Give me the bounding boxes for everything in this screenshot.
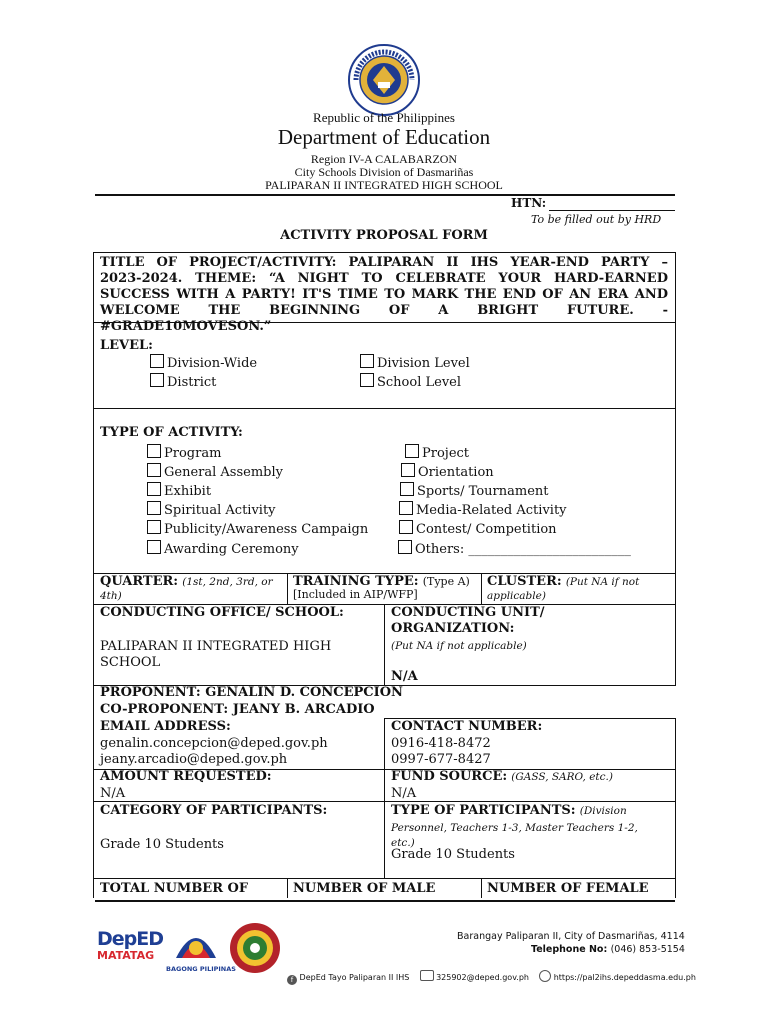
checkbox-icon[interactable] [147, 520, 161, 534]
option-label: Project [422, 446, 470, 461]
divider [384, 718, 385, 770]
type-participants-label: TYPE OF PARTICIPANTS: [391, 803, 576, 818]
level-label: LEVEL: [100, 338, 153, 353]
divider [93, 685, 94, 719]
category-participants-value[interactable]: Grade 10 Students [100, 837, 224, 852]
option-label: Publicity/Awareness Campaign [164, 522, 369, 537]
school-line: PALIPARAN II INTEGRATED HIGH SCHOOL [265, 178, 503, 192]
email-2[interactable]: jeany.arcadio@deped.gov.ph [100, 752, 288, 767]
type-participants-hint-3: etc.) [391, 837, 415, 849]
training-type-note: [Included in AIP/WFP] [293, 588, 418, 601]
co-proponent-line[interactable]: CO-PROPONENT: JEANY B. ARCADIO [100, 702, 375, 717]
option-label: Sports/ Tournament [417, 484, 549, 499]
category-participants-label: CATEGORY OF PARTICIPANTS: [100, 803, 328, 818]
footer-telephone [531, 944, 685, 955]
divider [481, 573, 482, 605]
option-label: Division-Wide [167, 356, 258, 371]
quarter-label: QUARTER: [100, 574, 179, 589]
quarter-cell[interactable] [100, 575, 285, 603]
option-label: School Level [377, 375, 462, 390]
fund-source-hint: (GASS, SARO, etc.) [511, 771, 613, 783]
republic-line: Republic of the Philippines [313, 110, 455, 125]
deped-logo-text: DepED [97, 928, 164, 950]
option-label: Spiritual Activity [164, 503, 276, 518]
level-option-school-level[interactable] [360, 373, 461, 390]
title-line-2: 2023-2024. THEME: “A NIGHT TO CELEBRATE YOUR HARD-EARNED [100, 271, 668, 286]
form-title: ACTIVITY PROPOSAL FORM [280, 228, 488, 243]
facebook-text[interactable]: DepEd Tayo Paliparan II IHS [299, 973, 410, 982]
title-line-1: TITLE OF PROJECT/ACTIVITY: PALIPARAN II IHS YEAR-END PARTY – [100, 255, 668, 270]
total-number-label: TOTAL NUMBER OF [100, 881, 249, 896]
deped-seal-logo [348, 44, 420, 116]
option-label: Division Level [377, 356, 470, 371]
cluster-label: CLUSTER: [487, 574, 562, 589]
type-participants-hint: (Division [579, 805, 627, 817]
bagong-pilipinas-label: BAGONG PILIPINAS [166, 965, 236, 973]
matatag-logo-text: MATATAG [97, 949, 155, 962]
option-label: Awarding Ceremony [164, 542, 299, 557]
option-label: District [167, 375, 217, 390]
fund-source-cell [391, 769, 613, 785]
division-line: City Schools Division of Dasmariñas [294, 165, 474, 179]
checkbox-icon[interactable] [401, 463, 415, 477]
footer-address: Barangay Paliparan II, City of Dasmariñas, 4114 [457, 931, 685, 942]
footer-email-text[interactable]: 325902@deped.gov.ph [436, 973, 529, 982]
bagong-pilipinas-icon [172, 924, 220, 964]
type-participants-cell [391, 803, 627, 819]
checkbox-icon[interactable] [147, 540, 161, 554]
activity-option-others[interactable] [398, 540, 631, 557]
checkbox-icon[interactable] [398, 540, 412, 554]
header-divider [95, 194, 675, 196]
male-number-label: NUMBER OF MALE [293, 881, 436, 896]
training-type-label: TRAINING TYPE: [293, 574, 419, 589]
divider [384, 769, 385, 802]
female-number-label: NUMBER OF FEMALE [487, 881, 649, 896]
activity-option-project[interactable] [405, 444, 469, 461]
quarter-hint: (1st, 2nd, 3rd, or 4th) [100, 576, 273, 602]
activity-type-label: TYPE OF ACTIVITY: [100, 425, 243, 440]
email-1[interactable]: genalin.concepcion@deped.gov.ph [100, 736, 328, 751]
conducting-office-value-1[interactable]: PALIPARAN II INTEGRATED HIGH [100, 639, 332, 654]
conducting-unit-label-1: CONDUCTING UNIT/ [391, 605, 545, 620]
level-option-district[interactable] [150, 373, 216, 390]
activity-option-program[interactable] [147, 444, 221, 461]
divider [384, 801, 385, 879]
globe-icon [539, 970, 551, 982]
divider [481, 878, 482, 898]
level-option-division-wide[interactable] [150, 354, 257, 371]
email-label: EMAIL ADDRESS: [100, 719, 231, 734]
contact-number-1[interactable]: 0916-418-8472 [391, 736, 491, 751]
contact-number-label: CONTACT NUMBER: [391, 719, 543, 734]
option-label: Contest/ Competition [416, 522, 557, 537]
amount-requested-value[interactable]: N/A [100, 786, 126, 801]
option-label: Others: _________________________ [415, 542, 631, 557]
level-option-division-level[interactable] [360, 354, 470, 371]
checkbox-icon[interactable] [400, 482, 414, 496]
title-line-3: SUCCESS WITH A PARTY! IT'S TIME TO MARK THE END OF AN ERA AND [100, 287, 668, 302]
checkbox-icon[interactable] [360, 354, 374, 368]
type-participants-hint-2: Personnel, Teachers 1-3, Master Teachers 1-2, [391, 822, 638, 834]
conducting-unit-hint: (Put NA if not applicable) [391, 640, 527, 652]
option-label: Media-Related Activity [416, 503, 567, 518]
contact-number-2[interactable]: 0997-677-8427 [391, 752, 491, 767]
email-icon [420, 970, 434, 981]
fund-source-label: FUND SOURCE: [391, 769, 508, 784]
checkbox-icon[interactable] [150, 373, 164, 387]
activity-option-publicity[interactable] [147, 520, 368, 537]
htn-label: HTN: [511, 196, 547, 210]
school-seal-icon [229, 922, 281, 974]
footer-contacts [287, 970, 696, 985]
type-participants-value[interactable]: Grade 10 Students [391, 847, 515, 862]
divider [287, 878, 288, 898]
checkbox-icon[interactable] [147, 482, 161, 496]
department-title: Department of Education [277, 125, 491, 149]
activity-option-media[interactable] [399, 501, 567, 518]
htn-note: To be filled out by HRD [531, 213, 662, 226]
activity-option-spiritual[interactable] [147, 501, 276, 518]
checkbox-icon[interactable] [399, 501, 413, 515]
training-type-cell[interactable] [293, 575, 481, 601]
fund-source-value[interactable]: N/A [391, 786, 417, 801]
conducting-office-label: CONDUCTING OFFICE/ SCHOOL: [100, 605, 344, 620]
option-label: Program [164, 446, 222, 461]
amount-requested-label: AMOUNT REQUESTED: [100, 769, 272, 784]
cluster-hint: (Put NA if not applicable) [487, 576, 640, 602]
activity-option-contest[interactable] [399, 520, 557, 537]
footer-divider [95, 900, 675, 902]
checkbox-icon[interactable] [399, 520, 413, 534]
activity-option-awarding[interactable] [147, 540, 299, 557]
conducting-unit-label-2: ORGANIZATION: [391, 621, 515, 636]
htn-field-line[interactable] [549, 210, 675, 211]
option-label: Orientation [418, 465, 494, 480]
checkbox-icon[interactable] [150, 354, 164, 368]
option-label: Exhibit [164, 484, 212, 499]
checkbox-icon[interactable] [147, 463, 161, 477]
deped-matatag-logo [97, 928, 164, 978]
divider [384, 604, 385, 686]
region-line: Region IV-A CALABARZON [310, 152, 458, 166]
telephone-label: Telephone No: [531, 944, 608, 955]
divider [287, 573, 288, 605]
conducting-office-value-2[interactable]: SCHOOL [100, 655, 161, 670]
title-line-4: WELCOME THE BEGINNING OF A BRIGHT FUTURE. - #GRADE10MOVESON.” [100, 303, 668, 334]
activity-option-sports[interactable] [400, 482, 549, 499]
activity-option-general-assembly[interactable] [147, 463, 283, 480]
telephone-value: (046) 853-5154 [610, 944, 685, 955]
cluster-cell[interactable] [487, 575, 673, 603]
activity-option-orientation[interactable] [401, 463, 494, 480]
training-type-value: (Type A) [422, 575, 470, 588]
proponent-line[interactable]: PROPONENT: GENALIN D. CONCEPCION [100, 685, 403, 700]
option-label: General Assembly [164, 465, 283, 480]
checkbox-icon[interactable] [147, 444, 161, 458]
conducting-unit-value[interactable]: N/A [391, 669, 418, 684]
checkbox-icon[interactable] [147, 501, 161, 515]
activity-option-exhibit[interactable] [147, 482, 211, 499]
footer-website-text[interactable]: https://pal2ihs.depeddasma.edu.ph [553, 973, 696, 982]
checkbox-icon[interactable] [405, 444, 419, 458]
facebook-icon: f [287, 975, 297, 985]
checkbox-icon[interactable] [360, 373, 374, 387]
